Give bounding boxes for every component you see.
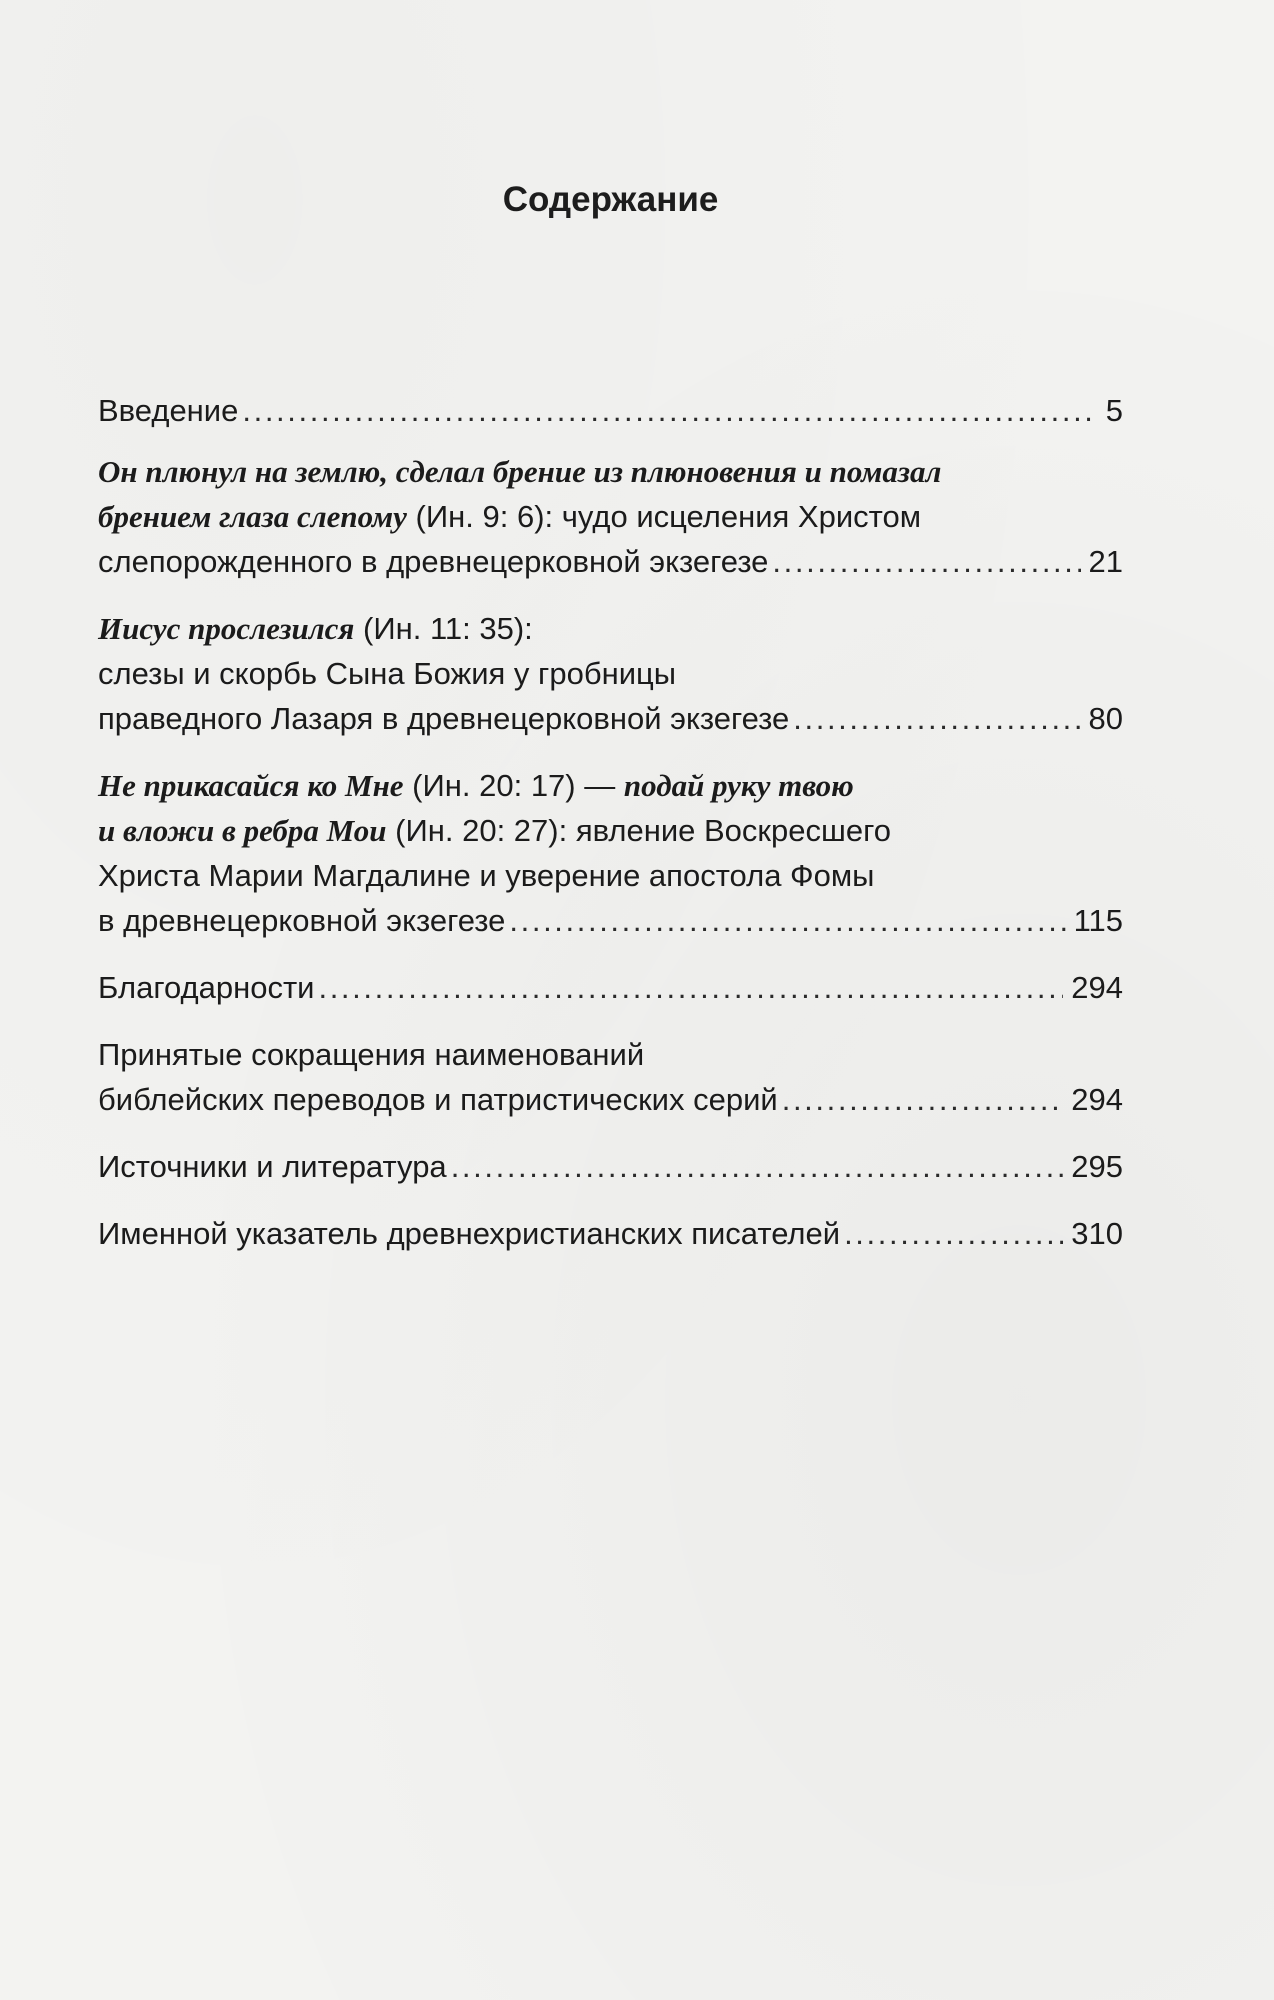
toc-entry-text (98, 898, 505, 943)
toc-entry-line (98, 1144, 1123, 1189)
toc-entry-text (98, 454, 941, 489)
toc-entry-line (98, 1211, 1123, 1256)
toc-entry-text-part: Введение (98, 393, 239, 428)
toc-entry-text (98, 1077, 778, 1122)
toc-entry-line (98, 808, 1123, 853)
toc-entry-text (98, 388, 238, 433)
toc-page-number: 310 (1071, 1216, 1123, 1251)
toc-page-number: 21 (1088, 544, 1123, 579)
toc-entry-scripture-quote: и вложи в ребра Мои (98, 813, 387, 848)
toc-entry (98, 965, 1123, 1010)
toc-entry-scripture-quote: подай руку твою (623, 768, 854, 803)
toc-entry-text-part: Благодарности (98, 970, 315, 1005)
toc-entry-line (98, 449, 1123, 494)
toc-entry-text-part: библейских переводов и патристических серий (98, 1082, 778, 1117)
toc-entry-scripture-quote: брением глаза слепому (98, 499, 407, 534)
toc-entry-text-part: (Ин. 9: 6): чудо исцеления Христом (406, 499, 922, 534)
toc-entry-text-part: праведного Лазаря в древнецерковной экзегезе (98, 701, 790, 736)
toc-entry-line (98, 763, 1123, 808)
toc-entry-line (98, 606, 1123, 651)
toc-page-number: 115 (1073, 903, 1123, 938)
toc-entry-line (98, 494, 1123, 539)
toc-entry-text-part: (Ин. 20: 17) — (403, 768, 624, 803)
toc-entry (98, 449, 1123, 584)
dot-leader (509, 898, 1065, 943)
toc-entry-text (98, 858, 874, 893)
dot-leader (793, 696, 1080, 741)
table-of-contents (98, 388, 1123, 1256)
toc-entry-text (98, 696, 789, 741)
toc-entry-text (98, 539, 768, 584)
toc-entry-text-part: в древнецерковной экзегезе (98, 903, 506, 938)
toc-entry (98, 763, 1123, 943)
toc-page-number: 294 (1071, 970, 1123, 1005)
toc-entry (98, 1032, 1123, 1122)
toc-page (98, 170, 1123, 1278)
toc-entry-line (98, 853, 1123, 898)
toc-entry-line (98, 898, 1123, 943)
dot-leader (451, 1144, 1064, 1189)
toc-entry-text (98, 1037, 644, 1072)
toc-entry-text (98, 611, 533, 646)
toc-entry-line (98, 1077, 1123, 1122)
toc-page-number: 295 (1071, 1149, 1123, 1184)
toc-entry-line (98, 696, 1123, 741)
toc-entry-text-part: Принятые сокращения наименований (98, 1037, 645, 1072)
toc-entry-text-part: Источники и литература (98, 1149, 447, 1184)
toc-entry-text-part: (Ин. 11: 35): (354, 611, 533, 646)
dot-leader (772, 539, 1080, 584)
toc-entry-text (98, 499, 921, 534)
toc-entry-text (98, 1211, 840, 1256)
dot-leader (318, 965, 1063, 1010)
toc-entry-text (98, 965, 314, 1010)
toc-entry (98, 388, 1123, 433)
dot-leader (844, 1211, 1063, 1256)
toc-entry-text-part: слезы и скорбь Сына Божия у гробницы (98, 656, 677, 691)
toc-entry-scripture-quote: Не прикасайся ко Мне (98, 768, 404, 803)
toc-entry-text (98, 768, 854, 803)
toc-entry-line (98, 651, 1123, 696)
toc-page-number: 80 (1088, 701, 1123, 736)
toc-entry (98, 606, 1123, 741)
toc-entry-text-part: (Ин. 20: 27): явление Воскресшего (386, 813, 891, 848)
toc-entry (98, 1144, 1123, 1189)
toc-entry-text (98, 813, 891, 848)
toc-page-number: 294 (1071, 1082, 1123, 1117)
toc-entry-scripture-quote: Иисус прослезился (98, 611, 355, 646)
toc-entry (98, 1211, 1123, 1256)
toc-entry-line (98, 1032, 1123, 1077)
dot-leader (782, 1077, 1064, 1122)
toc-entry-line (98, 539, 1123, 584)
toc-entry-text-part: Христа Марии Магдалине и уверение апостола Фомы (98, 858, 875, 893)
toc-entry-scripture-quote: Он плюнул на землю, сделал брение из плюновения и помазал (98, 454, 942, 489)
toc-entry-text-part: Именной указатель древнехристианских писателей (98, 1216, 841, 1251)
toc-entry-text (98, 656, 676, 691)
toc-entry-line (98, 388, 1123, 433)
toc-entry-text-part: слепорожденного в древнецерковной экзегезе (98, 544, 769, 579)
toc-entry-text (98, 1144, 447, 1189)
dot-leader (242, 388, 1095, 433)
page-title: Содержание (502, 180, 719, 219)
toc-page-number: 5 (1105, 393, 1123, 428)
toc-entry-line (98, 965, 1123, 1010)
